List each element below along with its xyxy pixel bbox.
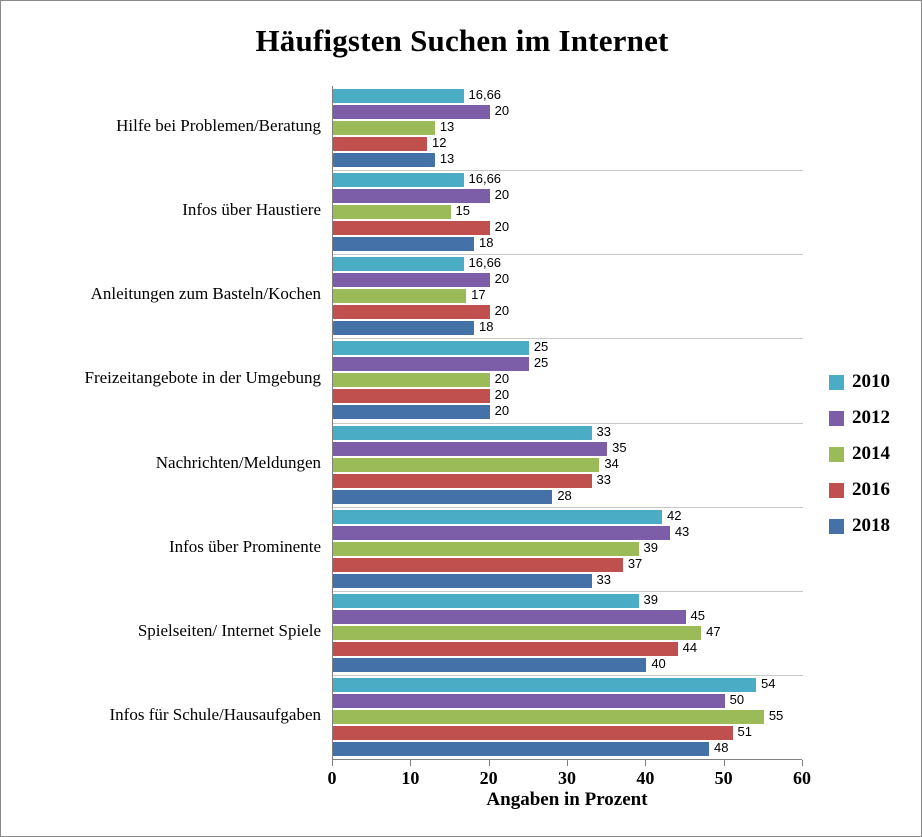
category-separator: [333, 675, 803, 676]
legend-swatch-icon: [829, 375, 844, 390]
bar-value-label: 55: [768, 707, 784, 723]
bar-row: [333, 623, 803, 640]
bar-2010[interactable]: [333, 173, 464, 187]
bar-group: [333, 507, 803, 588]
bar-value-label: 13: [439, 119, 455, 135]
legend-label: 2010: [852, 371, 890, 392]
x-tick-label: 20: [479, 768, 498, 788]
x-tick: [802, 760, 803, 766]
bar-value-label: 13: [439, 151, 455, 167]
bar-row: [333, 205, 803, 219]
category-label: Freizeitangebote in der Umgebung: [84, 368, 321, 388]
bar-row: [333, 153, 803, 167]
bar-2016[interactable]: [333, 558, 623, 572]
bar-row: [333, 455, 803, 472]
bar-value-label: 33: [596, 423, 611, 439]
bar-row: [333, 707, 803, 724]
bar-row: [333, 405, 803, 419]
bar-value-label: 20: [494, 403, 510, 419]
bar-2012[interactable]: [333, 105, 490, 119]
legend-label: 2018: [852, 515, 890, 536]
bar-group: [333, 423, 803, 504]
bar-row: [333, 321, 803, 335]
x-tick-label: 0: [327, 768, 337, 788]
bar-value-label: 54: [761, 675, 776, 691]
bar-row: [333, 289, 803, 303]
bar-2010[interactable]: [333, 678, 756, 692]
legend-item-2018[interactable]: [829, 508, 909, 544]
bar-value-label: 16,66: [468, 87, 502, 103]
bar-2012[interactable]: [333, 442, 607, 456]
bar-2014[interactable]: [333, 121, 435, 135]
legend-swatch-icon: [829, 483, 844, 498]
x-axis-title: Angaben in Prozent: [486, 789, 648, 810]
bar-2014[interactable]: [333, 373, 490, 387]
bar-value-label: 34: [604, 455, 619, 471]
bar-row: [333, 423, 803, 440]
category-label: Infos über Prominente: [168, 536, 321, 556]
bar-row: [333, 89, 803, 103]
bar-row: [333, 357, 803, 371]
bar-value-label: 28: [557, 487, 572, 503]
bar-row: [333, 373, 803, 387]
bar-value-label: 44: [682, 639, 698, 655]
chart-title: Häufigsten Suchen im Internet: [255, 23, 669, 58]
category-separator: [333, 591, 803, 592]
bar-value-label: 16,66: [468, 255, 502, 271]
bar-value-label: 25: [533, 339, 549, 355]
bar-row: [333, 487, 803, 504]
bar-2016[interactable]: [333, 221, 490, 235]
bar-2010[interactable]: [333, 341, 529, 355]
bar-2014[interactable]: [333, 542, 639, 556]
bar-value-label: 20: [494, 387, 510, 403]
bar-value-label: 42: [667, 507, 682, 523]
category-label: Hilfe bei Problemen/Beratung: [116, 116, 321, 136]
bar-value-label: 18: [479, 319, 494, 335]
x-tick: [724, 760, 725, 766]
bar-2016[interactable]: [333, 726, 733, 740]
bar-value-label: 20: [494, 103, 510, 119]
bar-group: [333, 89, 803, 167]
bar-row: [333, 571, 803, 588]
bar-row: [333, 591, 803, 608]
plot-area: [332, 86, 802, 759]
bar-value-label: 47: [706, 623, 721, 639]
bar-2010[interactable]: [333, 426, 592, 440]
legend-swatch-icon: [829, 411, 844, 426]
bar-row: [333, 341, 803, 355]
bar-row: [333, 273, 803, 287]
bar-2012[interactable]: [333, 610, 686, 624]
bar-row: [333, 471, 803, 488]
legend-label: 2014: [852, 443, 890, 464]
bar-value-label: 17: [471, 287, 486, 303]
bar-value-label: 48: [714, 739, 729, 755]
bar-row: [333, 305, 803, 319]
x-tick-label: 60: [793, 768, 811, 788]
category-separator: [333, 423, 803, 424]
category-label: Nachrichten/Meldungen: [155, 452, 321, 472]
bar-row: [333, 539, 803, 556]
bar-group: [333, 591, 803, 672]
bar-group: [333, 173, 803, 251]
bar-2010[interactable]: [333, 257, 464, 271]
bar-2014[interactable]: [333, 205, 451, 219]
x-tick: [489, 760, 490, 766]
bar-value-label: 43: [674, 523, 690, 539]
bar-row: [333, 257, 803, 271]
bar-value-label: 20: [494, 303, 510, 319]
bar-value-label: 35: [612, 439, 627, 455]
bar-2016[interactable]: [333, 474, 592, 488]
bar-2014[interactable]: [333, 458, 599, 472]
bar-value-label: 37: [627, 555, 643, 571]
bar-2012[interactable]: [333, 694, 725, 708]
bar-value-label: 45: [690, 607, 705, 623]
bar-2016[interactable]: [333, 305, 490, 319]
bar-row: [333, 723, 803, 740]
category-separator: [333, 507, 803, 508]
bar-2012[interactable]: [333, 273, 490, 287]
bar-row: [333, 137, 803, 151]
bar-row: [333, 555, 803, 572]
bar-row: [333, 691, 803, 708]
bar-row: [333, 189, 803, 203]
category-separator: [333, 170, 803, 171]
legend-swatch-icon: [829, 447, 844, 462]
bar-group: [333, 341, 803, 419]
bar-2010[interactable]: [333, 594, 639, 608]
bar-2018[interactable]: [333, 153, 435, 167]
bar-value-label: 20: [494, 271, 510, 287]
x-tick-label: 10: [401, 768, 420, 788]
bar-row: [333, 655, 803, 672]
x-tick: [410, 760, 411, 766]
bar-2018[interactable]: [333, 321, 474, 335]
bar-2018[interactable]: [333, 405, 490, 419]
bar-value-label: 20: [494, 187, 510, 203]
x-tick-label: 30: [558, 768, 576, 788]
bar-value-label: 33: [596, 471, 611, 487]
bar-value-label: 18: [479, 235, 494, 251]
bar-row: [333, 675, 803, 692]
legend-item-2010[interactable]: [829, 364, 909, 400]
bar-value-label: 25: [533, 355, 549, 371]
bar-value-label: 40: [651, 655, 666, 671]
legend-label: 2012: [852, 407, 890, 428]
bar-row: [333, 739, 803, 756]
legend-item-2016[interactable]: [829, 472, 909, 508]
bar-value-label: 39: [643, 591, 658, 607]
bar-2010[interactable]: [333, 510, 662, 524]
bar-value-label: 20: [494, 219, 510, 235]
chart-legend: [829, 364, 909, 544]
bar-value-label: 12: [432, 135, 447, 151]
bar-2018[interactable]: [333, 658, 646, 672]
bar-2014[interactable]: [333, 626, 701, 640]
bar-value-label: 20: [494, 371, 510, 387]
bar-row: [333, 523, 803, 540]
bar-2012[interactable]: [333, 526, 670, 540]
category-separator: [333, 254, 803, 255]
bar-row: [333, 439, 803, 456]
bar-value-label: 50: [729, 691, 745, 707]
bar-value-label: 51: [737, 723, 752, 739]
bar-group: [333, 257, 803, 335]
bar-2014[interactable]: [333, 710, 764, 724]
bar-2016[interactable]: [333, 642, 678, 656]
x-tick: [645, 760, 646, 766]
bar-row: [333, 121, 803, 135]
bar-2018[interactable]: [333, 574, 592, 588]
legend-item-2012[interactable]: [829, 400, 909, 436]
x-tick: [332, 760, 333, 766]
x-tick-label: 40: [636, 768, 655, 788]
bar-row: [333, 237, 803, 251]
bar-value-label: 16,66: [468, 171, 502, 187]
bar-group: [333, 675, 803, 756]
legend-swatch-icon: [829, 519, 844, 534]
x-axis: [327, 759, 811, 788]
bar-value-label: 39: [643, 539, 658, 555]
bar-2018[interactable]: [333, 742, 709, 756]
category-label: Infos für Schule/Hausaufgaben: [109, 704, 321, 724]
bar-value-label: 33: [596, 571, 611, 587]
bar-2016[interactable]: [333, 389, 490, 403]
bar-2010[interactable]: [333, 89, 464, 103]
bar-row: [333, 389, 803, 403]
bar-2012[interactable]: [333, 189, 490, 203]
bar-row: [333, 105, 803, 119]
category-label: Spielseiten/ Internet Spiele: [137, 620, 321, 640]
legend-label: 2016: [852, 479, 890, 500]
bar-row: [333, 221, 803, 235]
legend-item-2014[interactable]: [829, 436, 909, 472]
x-tick-label: 50: [714, 768, 733, 788]
bar-row: [333, 173, 803, 187]
bar-2014[interactable]: [333, 289, 466, 303]
bar-2016[interactable]: [333, 137, 427, 151]
category-label: Infos über Haustiere: [182, 200, 321, 220]
bar-2012[interactable]: [333, 357, 529, 371]
bar-2018[interactable]: [333, 490, 552, 504]
bar-2018[interactable]: [333, 237, 474, 251]
category-separator: [333, 338, 803, 339]
category-label: Anleitungen zum Basteln/Kochen: [90, 284, 321, 304]
bar-row: [333, 507, 803, 524]
bar-row: [333, 639, 803, 656]
bar-value-label: 15: [455, 203, 470, 219]
x-tick: [567, 760, 568, 766]
bar-row: [333, 607, 803, 624]
